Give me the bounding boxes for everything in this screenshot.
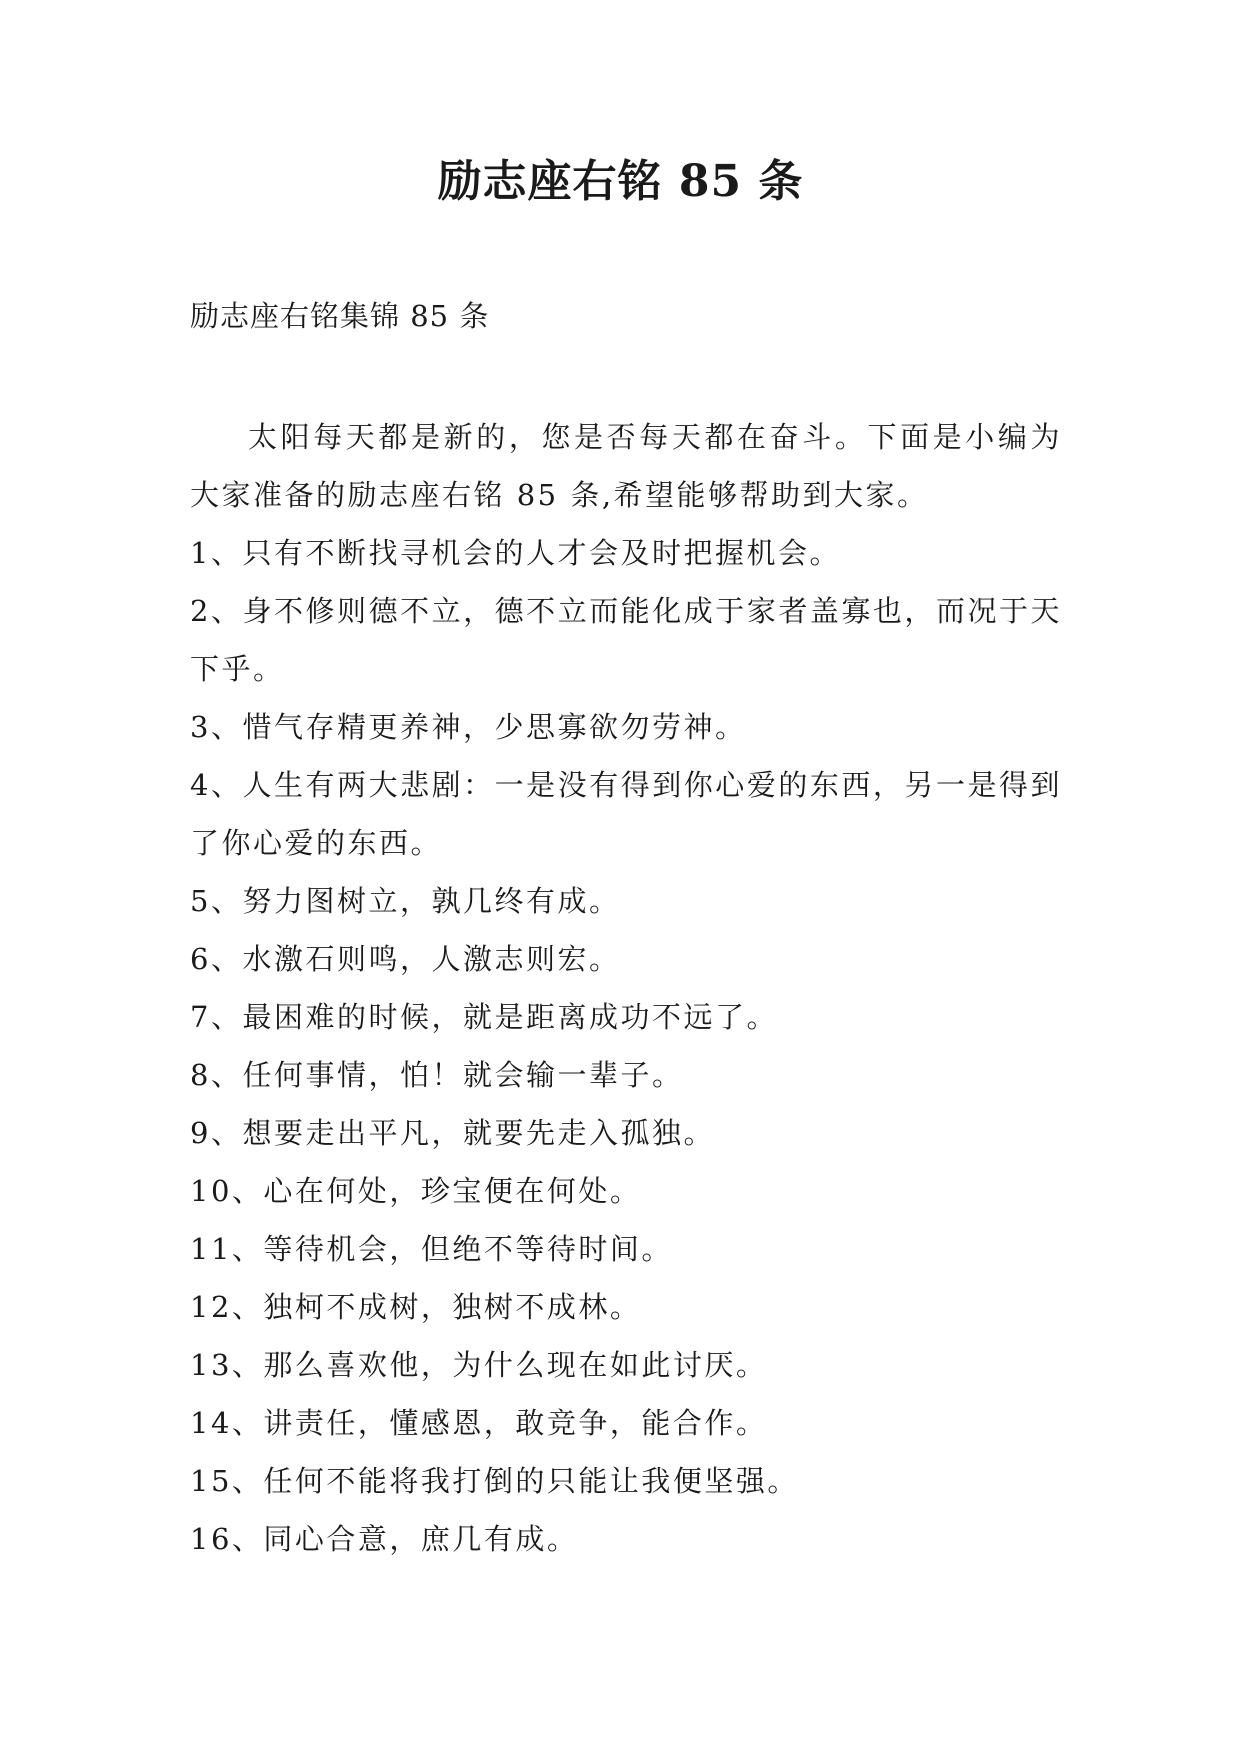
list-item: 6、水激石则鸣，人激志则宏。 — [190, 942, 621, 976]
list-item: 8、任何事情，怕！就会输一辈子。 — [190, 1058, 684, 1092]
list-item: 11、等待机会，但绝不等待时间。 — [190, 1232, 673, 1266]
list-item: 3、惜气存精更养神，少思寡欲勿劳神。 — [190, 710, 747, 744]
list-item: 7、最困难的时候，就是距离成功不远了。 — [190, 1000, 778, 1034]
list-item: 10、心在何处，珍宝便在何处。 — [190, 1174, 642, 1208]
list-item: 9、想要走出平凡，就要先走入孤独。 — [190, 1116, 715, 1150]
list-item: 2、身不修则德不立，德不立而能化成于家者盖寡也，而况于天下乎。 — [190, 594, 1062, 686]
list-item: 16、同心合意，庶几有成。 — [190, 1522, 579, 1556]
list-item: 14、讲责任，懂感恩，敢竞争，能合作。 — [190, 1406, 768, 1440]
list-item: 5、努力图树立，孰几终有成。 — [190, 884, 621, 918]
document-body — [190, 408, 1062, 1568]
intro-paragraph: 太阳每天都是新的，您是否每天都在奋斗。下面是小编为大家准备的励志座右铭 85 条,希望能够帮助到大家。 — [190, 420, 1062, 512]
list-item: 15、任何不能将我打倒的只能让我便坚强。 — [190, 1464, 799, 1498]
list-item: 13、那么喜欢他，为什么现在如此讨厌。 — [190, 1348, 768, 1382]
list-item: 4、人生有两大悲剧：一是没有得到你心爱的东西，另一是得到了你心爱的东西。 — [190, 768, 1062, 860]
list-item: 12、独柯不成树，独树不成林。 — [190, 1290, 642, 1324]
document-title: 励志座右铭 85 条 — [437, 156, 804, 207]
list-item: 1、只有不断找寻机会的人才会及时把握机会。 — [190, 536, 841, 570]
document-subtitle: 励志座右铭集锦 85 条 — [190, 299, 490, 333]
